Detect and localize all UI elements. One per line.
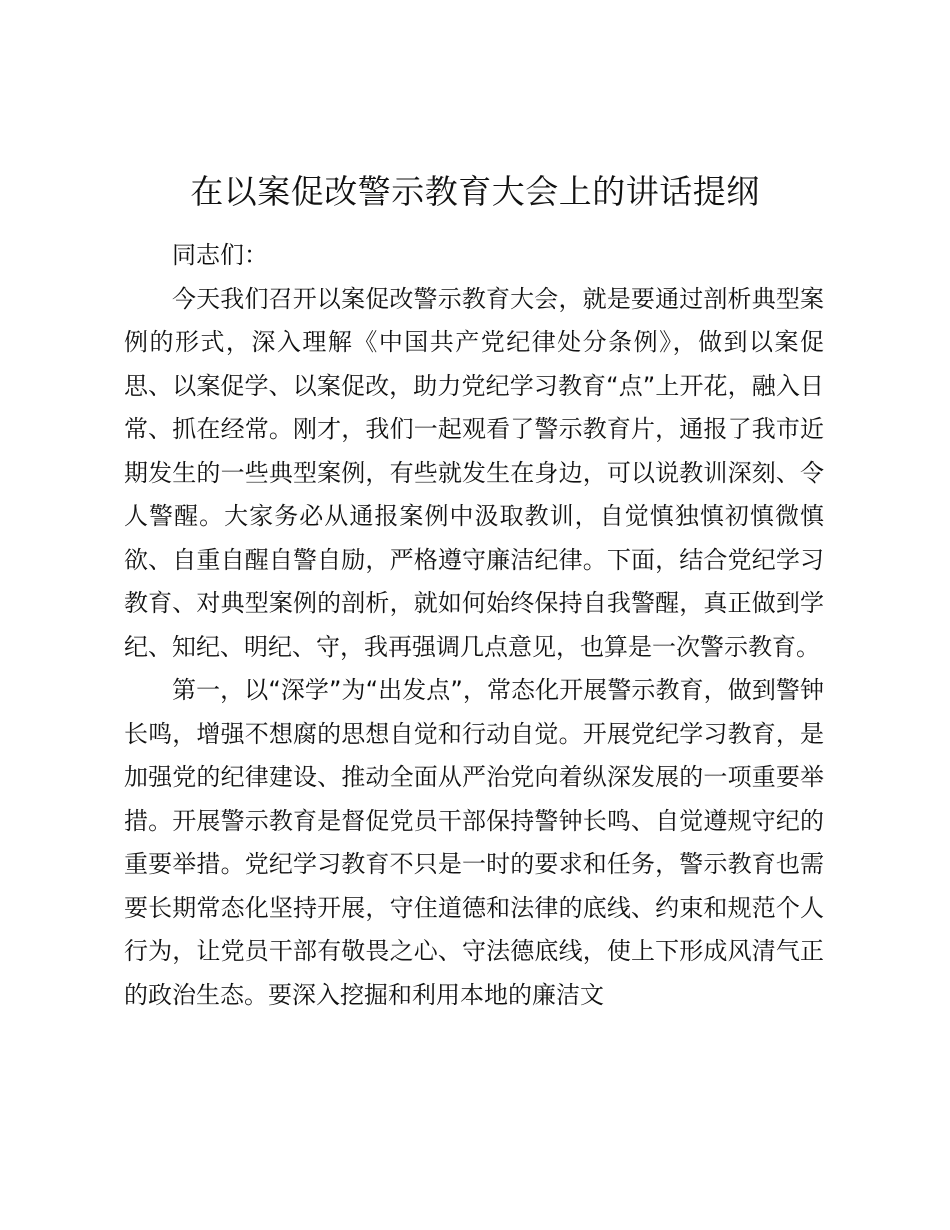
greeting: 同志们： [172,241,268,269]
paragraph-intro: 今天我们召开以案促改警示教育大会，就是要通过剖析典型案例的形式，深入理解《中国共产党纪律处分条例》，做到以案促思、以案促学、以案促改，助力党纪学习教育“点”上开花，融入日常、抓在经常。刚才，我们一起观看了警示教育片，通报了我市近期发生的一些典型案例，有些就发生在身边，可以说教训深刻、令人警醒。大家务必从通报案例中汲取教训，自觉慎独慎初慎微慎欲、自重自醒自警自励，严格遵守廉洁纪律。下面，结合党纪学习教育、对典型案例的剖析，就如何始终保持自我警醒，真正做到学纪、知纪、明纪、守，我再强调几点意见，也算是一次警示教育。 [124,284,824,661]
document-body [124,234,824,1017]
document-title: 在以案促改警示教育大会上的讲话提纲 [190,172,760,211]
paragraph-first-point: 第一，以“深学”为“出发点”，常态化开展警示教育，做到警钟长鸣，增强不想腐的思想自觉和行动自觉。开展党纪学习教育，是加强党的纪律建设、推动全面从严治党向着纵深发展的一项重要举措。开展警示教育是督促党员干部保持警钟长鸣、自觉遵规守纪的重要举措。党纪学习教育不只是一时的要求和任务，警示教育也需要长期常态化坚持开展，守住道德和法律的底线、约束和规范个人行为，让党员干部有敬畏之心、守法德底线，使上下形成风清气正的政治生态。要深入挖掘和利用本地的廉洁文 [124,676,824,1009]
